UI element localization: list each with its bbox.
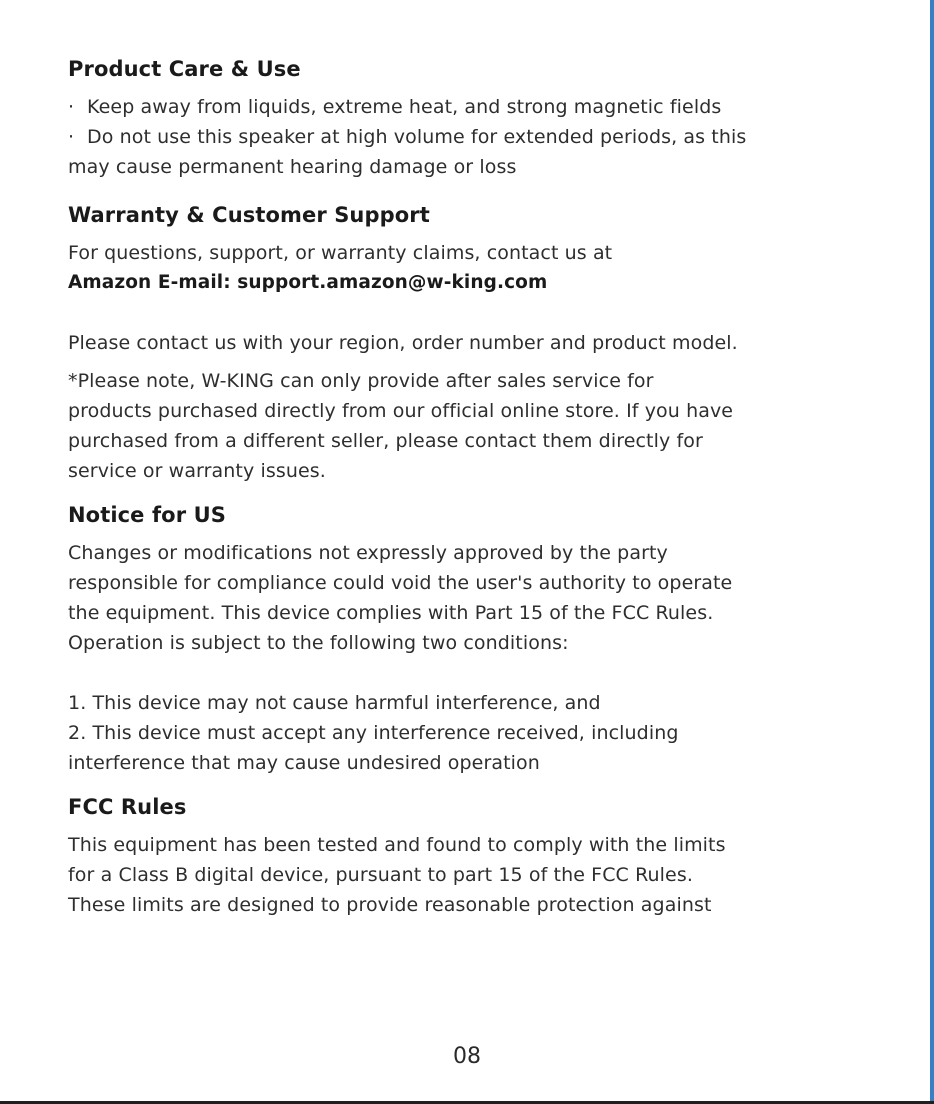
condition-line: 2. This device must accept any interference received, including xyxy=(68,722,679,744)
bullet-dot: · xyxy=(68,126,75,148)
bullet-dot: · xyxy=(68,96,75,118)
purchase-note-line: *Please note, W-KING can only provide after sales service for xyxy=(68,370,654,392)
purchase-note-line: products purchased directly from our official online store. If you have xyxy=(68,400,734,422)
warranty-section xyxy=(68,200,868,486)
purchase-note-line: purchased from a different seller, please contact them directly for xyxy=(68,430,703,452)
page-number: 08 xyxy=(453,1044,481,1069)
page-content xyxy=(68,54,868,920)
warranty-heading: Warranty & Customer Support xyxy=(68,203,430,227)
fcc-rules-heading: FCC Rules xyxy=(68,795,187,819)
notice-line: responsible for compliance could void the user's authority to operate xyxy=(68,572,733,594)
care-bullet-1-text: Keep away from liquids, extreme heat, and strong magnetic fields xyxy=(87,96,722,118)
warranty-intro: For questions, support, or warranty claims, contact us at xyxy=(68,242,613,264)
fcc-line: These limits are designed to provide reasonable protection against xyxy=(68,894,712,916)
condition-line: interference that may cause undesired operation xyxy=(68,752,540,774)
product-care-section xyxy=(68,54,868,182)
care-bullet-2 xyxy=(68,122,868,152)
contact-note: Please contact us with your region, order number and product model. xyxy=(68,332,738,354)
purchase-note-line: service or warranty issues. xyxy=(68,460,326,482)
condition-line: 1. This device may not cause harmful interference, and xyxy=(68,692,601,714)
care-bullet-2-text: Do not use this speaker at high volume for extended periods, as this xyxy=(87,126,747,148)
notice-line: Operation is subject to the following two conditions: xyxy=(68,632,569,654)
fcc-rules-section xyxy=(68,792,868,920)
us-notice-section xyxy=(68,500,868,778)
care-bullet-2-continuation: may cause permanent hearing damage or loss xyxy=(68,156,517,178)
us-notice-heading: Notice for US xyxy=(68,503,226,527)
support-email[interactable]: Amazon E-mail: support.amazon@w-king.com xyxy=(68,272,548,293)
notice-line: the equipment. This device complies with Part 15 of the FCC Rules. xyxy=(68,602,714,624)
care-bullet-1 xyxy=(68,92,868,122)
page-edge-rule xyxy=(930,0,934,1104)
product-care-heading: Product Care & Use xyxy=(68,57,301,81)
fcc-line: This equipment has been tested and found to comply with the limits xyxy=(68,834,726,856)
fcc-line: for a Class B digital device, pursuant to part 15 of the FCC Rules. xyxy=(68,864,693,886)
notice-line: Changes or modifications not expressly approved by the party xyxy=(68,542,668,564)
